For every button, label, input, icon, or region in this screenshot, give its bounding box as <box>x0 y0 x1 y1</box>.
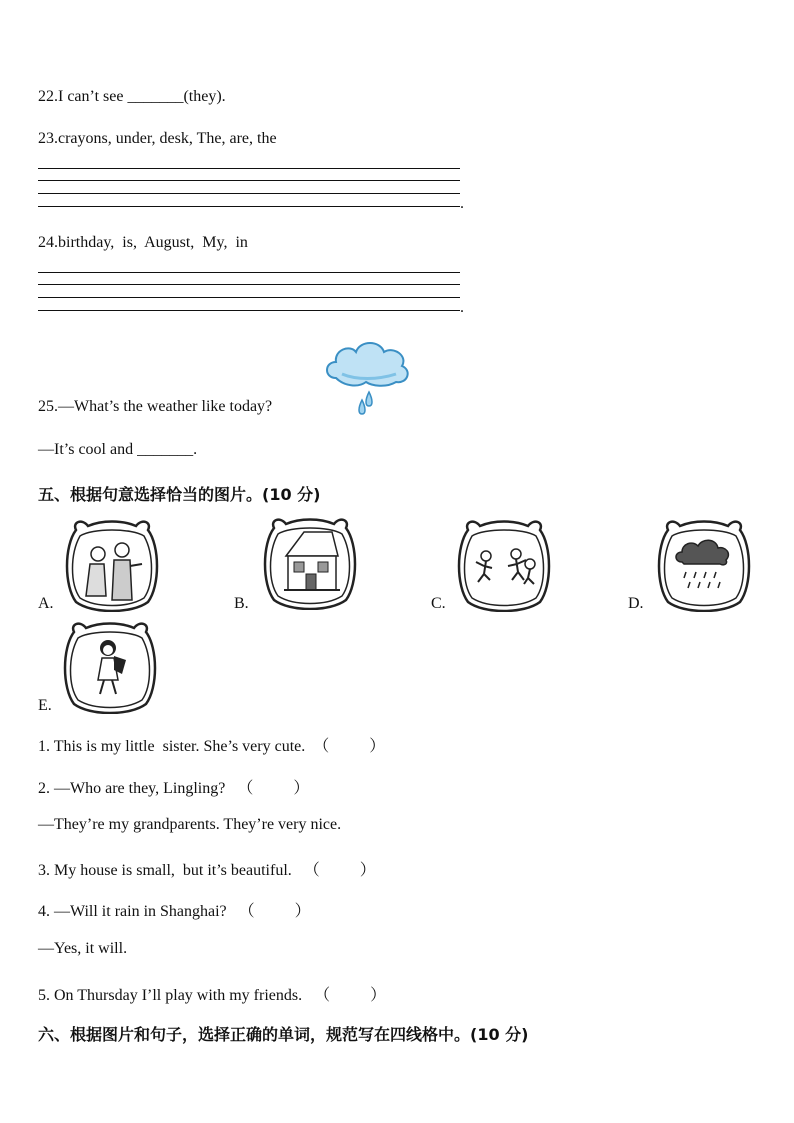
option-c-label: C. <box>431 595 446 612</box>
sentence-end-mark: . <box>460 195 464 212</box>
question-25-ask: 25.—What’s the weather like today? <box>38 398 273 415</box>
grandparents-icon <box>62 520 162 612</box>
answer-line <box>38 168 460 169</box>
item-3: 3. My house is small, but it’s beautiful. （ ） <box>38 862 376 879</box>
option-a-label: A. <box>38 595 54 612</box>
option-b-label: B. <box>234 595 249 612</box>
answer-line <box>38 180 460 181</box>
item-4: 4. —Will it rain in Shanghai? （ ） <box>38 903 311 920</box>
section-6-heading: 六、根据图片和句子，选择正确的单词，规范写在四线格中。(10 分) <box>38 1025 529 1044</box>
answer-line <box>38 272 460 273</box>
item-1: 1. This is my little sister. She’s very cute. （ ） <box>38 738 386 755</box>
rain-icon <box>654 520 754 612</box>
option-d-label: D. <box>628 595 644 612</box>
question-22: 22.I can’t see _______(they). <box>38 88 226 105</box>
item-5: 5. On Thursday I’ll play with my friends. （ ） <box>38 987 387 1004</box>
children-playing-icon <box>454 520 554 612</box>
question-25-answer: —It’s cool and _______. <box>38 441 198 458</box>
little-sister-icon <box>60 622 160 714</box>
answer-line <box>38 310 460 311</box>
answer-line <box>38 284 460 285</box>
question-24: 24.birthday, is, August, My, in <box>38 234 248 251</box>
item-2-answer: —They’re my grandparents. They’re very nice. <box>38 816 342 833</box>
answer-line <box>38 193 460 194</box>
house-icon <box>260 518 360 610</box>
rain-cloud-icon <box>322 334 412 416</box>
sentence-end-mark: . <box>460 299 464 316</box>
answer-line <box>38 206 460 207</box>
item-4-answer: —Yes, it will. <box>38 940 128 957</box>
question-23: 23.crayons, under, desk, The, are, the <box>38 130 277 147</box>
item-2: 2. —Who are they, Lingling? （ ） <box>38 780 310 797</box>
option-e-label: E. <box>38 697 52 714</box>
section-5-heading: 五、根据句意选择恰当的图片。(10 分) <box>38 485 321 504</box>
answer-line <box>38 297 460 298</box>
